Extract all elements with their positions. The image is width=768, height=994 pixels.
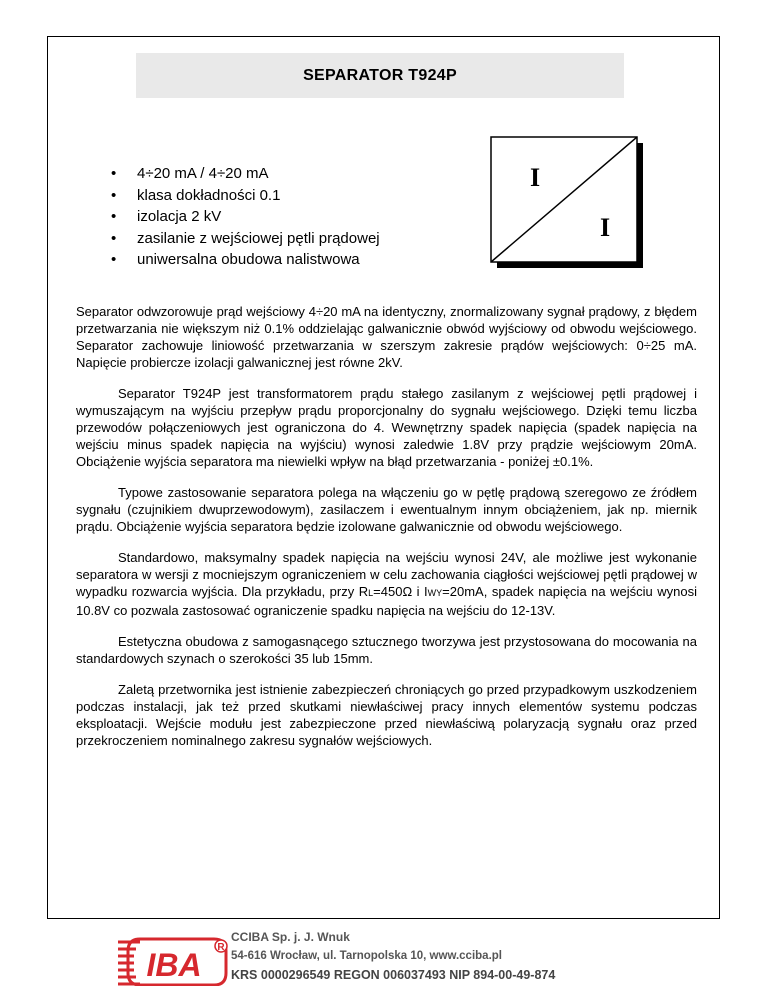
- footer: [114, 926, 674, 986]
- feature-item: • klasa dokładności 0.1: [111, 185, 380, 207]
- paragraph-2: Separator T924P jest transformatorem prądu stałego zasilanym z wejściowej pętli prądowej i wymuszającym na wyjściu przepływ prądu proporcjonalny do sygnału wejściowego. Dzięki temu liczba przewodów połączeniowych jest ograniczona do 4. Wewnętrzny spadek napięcia (spadek napięcia na wejściu minus spadek napięcia na wyjściu) wynosi zaledwie 1.8V przy prądzie wejściowym 20mA. Obciążenie wyjścia separatora ma niewielki wpływ na błąd przetwarzania - poniżej ±0.1%.: [76, 386, 697, 469]
- resistance-subscript: L: [368, 588, 374, 598]
- paragraph-4: [76, 549, 697, 619]
- company-logo: [114, 936, 230, 986]
- paragraph-4-text: =450Ω i: [373, 584, 425, 599]
- registered-mark: R: [217, 942, 225, 953]
- paragraph-4-text: Standardowo, maksymalny spadek napięcia na wejściu wynosi 24V, ale możliwe jest wykonanie separatora w wersji z mocniejszym ograniczeniem w celu zachowania ciągłości wejściowej pętli prądowej w wypadku rozwarcia wyjścia. Dla przykładu, przy: [76, 550, 697, 599]
- title-box: [136, 53, 624, 98]
- paragraph-1: Separator odwzorowuje prąd wejściowy 4÷20 mA na identyczny, znormalizowany sygnał prądowy, z błędem przetwarzania nie większym niż 0.1% oddzielając galwanicznie obwód wyjściowy od obwodu wejściowego. Separator zachowuje liniowość przetwarzania w szerszym zakresie prądów wejściowych: 0÷25 mA. Napięcie probiercze izolacji galwanicznej jest równe 2kV.: [76, 304, 697, 370]
- paragraph-4-text: =20mA, spadek napięcia na wejściu wynosi 10.8V co pozwala zastosować ograniczenie spadku napięcia na wejściu do 12-13V.: [76, 584, 697, 618]
- company-registry: KRS 0000296549 REGON 006037493 NIP 894-00-49-874: [231, 968, 556, 982]
- feature-list: [111, 163, 380, 271]
- resistance-symbol: R: [358, 584, 369, 599]
- current-subscript: WY: [427, 588, 443, 598]
- paragraph-3: Typowe zastosowanie separatora polega na włączeniu go w pętlę prądową szeregowo ze źródłem sygnału (czujnikiem dwuprzewodowym), zasilaczem i ewentualnym innym obciążeniem, jak np. miernik prądu. Obciążenie wyjścia separatora będzie izolowane galwanicznie od obwodu wejściowego.: [76, 485, 697, 534]
- logo-text: IBA: [146, 947, 202, 983]
- paragraph-6: Zaletą przetwornika jest istnienie zabezpieczeń chroniących go przed przypadkowym uszkodzeniem podczas instalacji, jak też przed skutkami niewłaściwej pracy innych elementów systemu podczas eksploatacji. Wejście modułu jest zabezpieczone przed niewłaściwą polaryzacją sygnału oraz przed przekroczeniem nominalnego zakresu sygnałów wejściowych.: [76, 682, 697, 748]
- feature-item: • uniwersalna obudowa nalistwowa: [111, 249, 380, 271]
- symbol-input-label: I: [530, 163, 541, 192]
- symbol-output-label: I: [600, 213, 611, 242]
- company-address: 54-616 Wrocław, ul. Tarnopolska 10, www.cciba.pl: [231, 950, 502, 962]
- company-info: [231, 928, 555, 985]
- current-symbol: I: [424, 584, 428, 599]
- description: [76, 303, 697, 763]
- paragraph-5: Estetyczna obudowa z samogasnącego sztucznego tworzywa jest przystosowana do mocowania na standardowych szynach o szerokości 35 lub 15mm.: [76, 634, 697, 666]
- company-name: CCIBA Sp. j. J. Wnuk: [231, 930, 350, 944]
- feature-item: • izolacja 2 kV: [111, 206, 380, 228]
- feature-item: • zasilanie z wejściowej pętli prądowej: [111, 228, 380, 250]
- feature-item: • 4÷20 mA / 4÷20 mA: [111, 163, 380, 185]
- separator-symbol: [490, 136, 645, 270]
- document-title: SEPARATOR T924P: [303, 66, 457, 84]
